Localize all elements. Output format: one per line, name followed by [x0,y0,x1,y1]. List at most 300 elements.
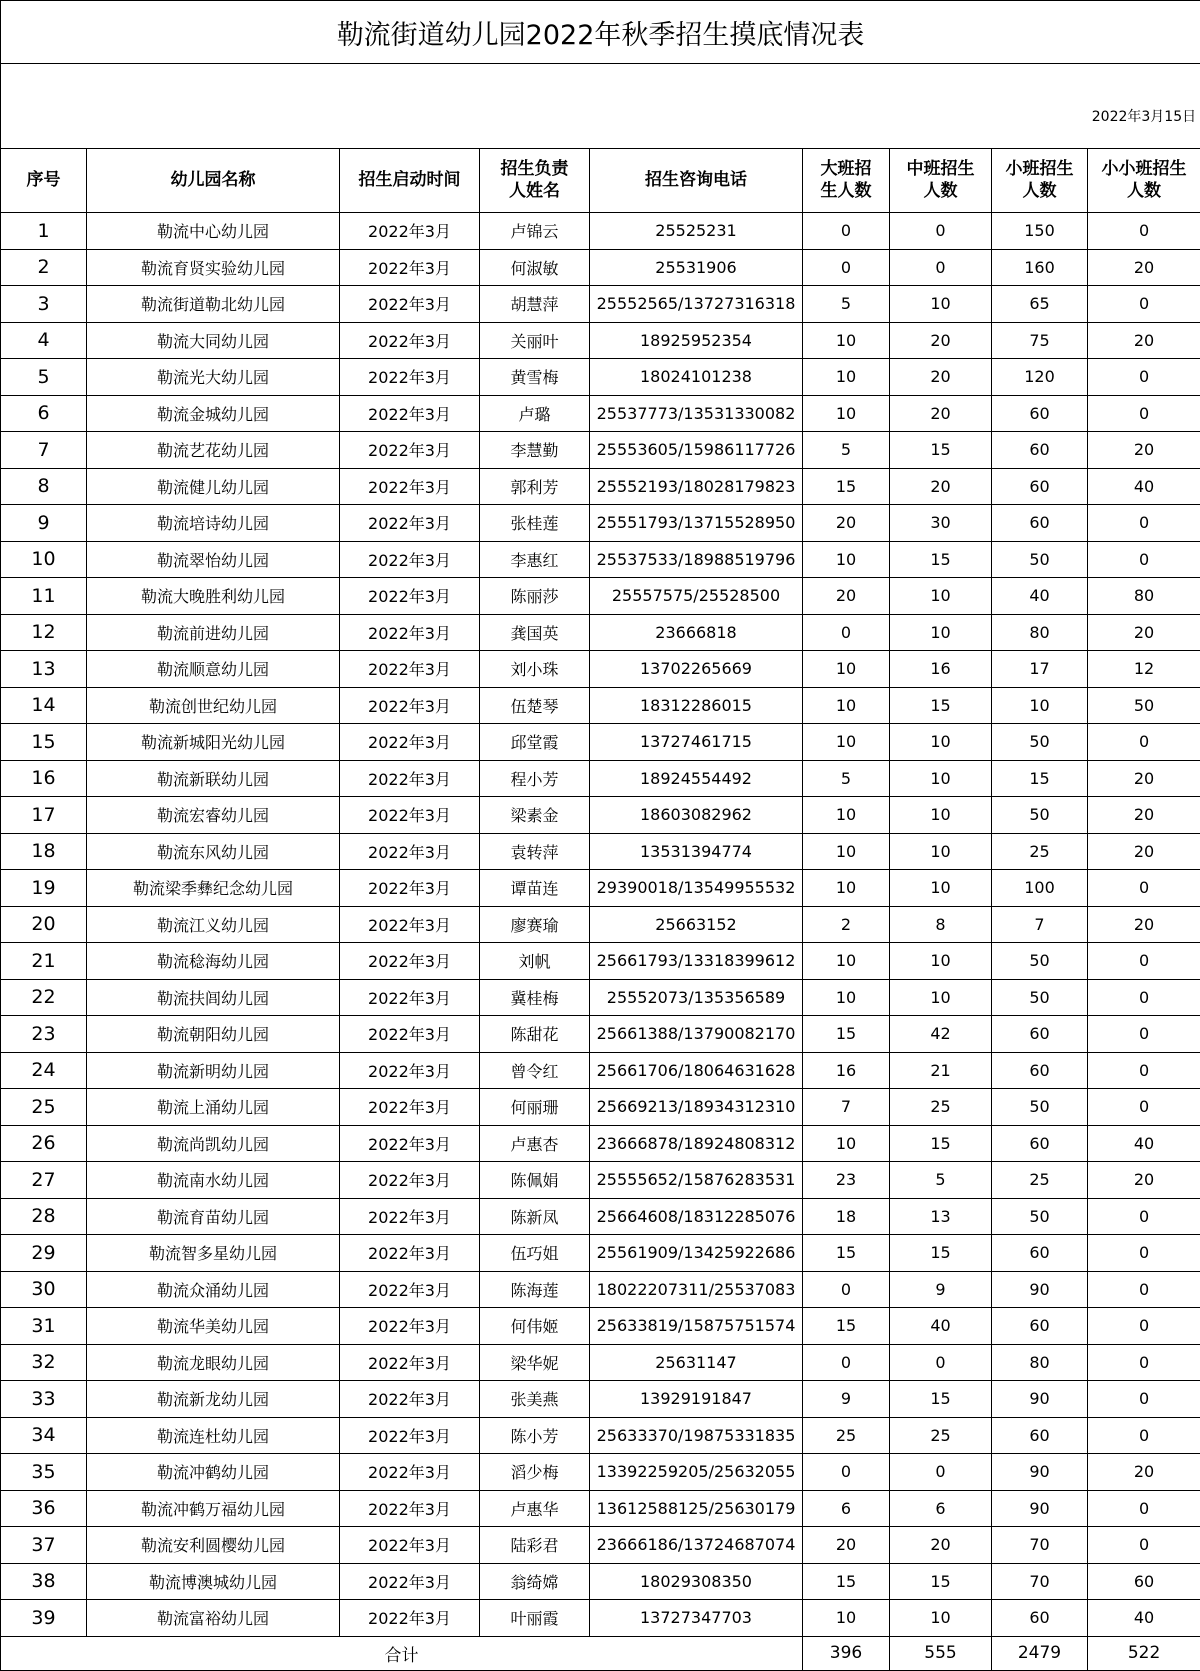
header-tiny-line1: 小小班招生 [1102,159,1187,179]
table-row [1,1454,1200,1491]
cell-phone [590,979,803,1016]
cell-kindergarten-name: 勒流智多星幼儿园 [87,1235,340,1272]
header-start-time: 招生启动时间 [340,149,480,213]
cell-index: 27 [1,1162,87,1199]
cell-index: 35 [1,1454,87,1491]
cell-contact-name: 卢惠华 [480,1490,590,1527]
cell-phone [590,1089,803,1126]
cell-small-class: 60 [992,1417,1088,1454]
cell-mid-class: 10 [890,286,992,323]
cell-index: 38 [1,1563,87,1600]
cell-tiny-class: 0 [1088,286,1200,323]
cell-mid-class: 15 [890,1563,992,1600]
cell-kindergarten-name: 勒流翠怡幼儿园 [87,541,340,578]
cell-phone [590,1527,803,1564]
cell-mid-class: 0 [890,249,992,286]
phone-text: 18312286015 [590,696,802,715]
cell-start-time: 2022年3月 [340,833,480,870]
cell-kindergarten-name: 勒流街道勒北幼儿园 [87,286,340,323]
cell-big-class: 0 [803,614,890,651]
cell-phone [590,432,803,469]
header-phone: 招生咨询电话 [590,149,803,213]
cell-start-time: 2022年3月 [340,213,480,250]
cell-tiny-class: 20 [1088,833,1200,870]
cell-small-class: 50 [992,541,1088,578]
table-row [1,979,1200,1016]
phone-text: 25661388/13790082170 [590,1024,802,1043]
cell-phone [590,286,803,323]
table-row [1,1089,1200,1126]
table-row [1,1162,1200,1199]
phone-text: 25552565/13727316318 [590,294,802,313]
cell-start-time: 2022年3月 [340,1344,480,1381]
table-row [1,578,1200,615]
cell-small-class: 70 [992,1527,1088,1564]
cell-kindergarten-name: 勒流新联幼儿园 [87,760,340,797]
cell-big-class: 15 [803,1563,890,1600]
table-row [1,1016,1200,1053]
cell-index: 13 [1,651,87,688]
cell-contact-name: 何淑敏 [480,249,590,286]
cell-start-time: 2022年3月 [340,797,480,834]
phone-text: 25633370/19875331835 [590,1426,802,1445]
cell-phone [590,797,803,834]
cell-mid-class: 10 [890,578,992,615]
cell-kindergarten-name: 勒流尚凯幼儿园 [87,1125,340,1162]
cell-contact-name: 陈新凤 [480,1198,590,1235]
cell-kindergarten-name: 勒流众涌幼儿园 [87,1271,340,1308]
cell-index: 15 [1,724,87,761]
phone-text: 18924554492 [590,769,802,788]
cell-tiny-class: 0 [1088,1089,1200,1126]
phone-text: 25537773/13531330082 [590,404,802,423]
cell-big-class: 10 [803,979,890,1016]
table-row [1,906,1200,943]
cell-start-time: 2022年3月 [340,1235,480,1272]
cell-big-class: 20 [803,1527,890,1564]
header-mid-class [890,149,992,213]
cell-mid-class: 25 [890,1417,992,1454]
cell-index: 14 [1,687,87,724]
header-small-line2: 人数 [1023,181,1057,201]
cell-start-time: 2022年3月 [340,1381,480,1418]
cell-start-time: 2022年3月 [340,614,480,651]
cell-kindergarten-name: 勒流富裕幼儿园 [87,1600,340,1637]
cell-contact-name: 冀桂梅 [480,979,590,1016]
cell-small-class: 15 [992,760,1088,797]
cell-contact-name: 张美燕 [480,1381,590,1418]
cell-index: 32 [1,1344,87,1381]
phone-text: 25531906 [590,258,802,277]
cell-phone [590,395,803,432]
cell-kindergarten-name: 勒流大同幼儿园 [87,322,340,359]
cell-start-time: 2022年3月 [340,870,480,907]
phone-text: 13612588125/25630179 [590,1499,802,1518]
cell-phone [590,468,803,505]
table-row [1,687,1200,724]
cell-big-class: 0 [803,1454,890,1491]
cell-start-time: 2022年3月 [340,1162,480,1199]
phone-text: 13727461715 [590,732,802,751]
cell-kindergarten-name: 勒流冲鹤万福幼儿园 [87,1490,340,1527]
cell-phone [590,322,803,359]
cell-index: 1 [1,213,87,250]
cell-mid-class: 5 [890,1162,992,1199]
cell-contact-name: 翁绮嫦 [480,1563,590,1600]
cell-contact-name: 程小芳 [480,760,590,797]
table-row [1,395,1200,432]
cell-kindergarten-name: 勒流前进幼儿园 [87,614,340,651]
cell-contact-name: 刘帆 [480,943,590,980]
cell-small-class: 50 [992,797,1088,834]
cell-start-time: 2022年3月 [340,1527,480,1564]
cell-small-class: 160 [992,249,1088,286]
cell-kindergarten-name: 勒流艺花幼儿园 [87,432,340,469]
header-tiny-class [1088,149,1200,213]
total-row [1,1636,1200,1670]
cell-kindergarten-name: 勒流扶闾幼儿园 [87,979,340,1016]
cell-small-class: 90 [992,1454,1088,1491]
cell-contact-name: 关丽叶 [480,322,590,359]
table-row [1,1381,1200,1418]
cell-mid-class: 40 [890,1308,992,1345]
cell-mid-class: 10 [890,870,992,907]
phone-text: 25661793/13318399612 [590,951,802,970]
phone-text: 25669213/18934312310 [590,1097,802,1116]
cell-contact-name: 胡慧萍 [480,286,590,323]
cell-start-time: 2022年3月 [340,1454,480,1491]
header-contact [480,149,590,213]
cell-kindergarten-name: 勒流华美幼儿园 [87,1308,340,1345]
table-row [1,797,1200,834]
cell-big-class: 10 [803,724,890,761]
cell-kindergarten-name: 勒流育苗幼儿园 [87,1198,340,1235]
cell-big-class: 2 [803,906,890,943]
cell-tiny-class: 0 [1088,359,1200,396]
cell-contact-name: 黄雪梅 [480,359,590,396]
cell-contact-name: 陈丽莎 [480,578,590,615]
cell-small-class: 50 [992,1198,1088,1235]
cell-contact-name: 伍巧姐 [480,1235,590,1272]
cell-index: 23 [1,1016,87,1053]
cell-small-class: 80 [992,1344,1088,1381]
cell-index: 34 [1,1417,87,1454]
phone-text: 13531394774 [590,842,802,861]
header-contact-line1: 招生负责 [501,159,569,179]
cell-big-class: 15 [803,1016,890,1053]
cell-contact-name: 曾令红 [480,1052,590,1089]
cell-kindergarten-name: 勒流冲鹤幼儿园 [87,1454,340,1491]
cell-contact-name: 刘小珠 [480,651,590,688]
cell-contact-name: 卢锦云 [480,213,590,250]
table-row [1,724,1200,761]
cell-tiny-class: 0 [1088,1198,1200,1235]
cell-phone [590,1016,803,1053]
phone-text: 25631147 [590,1353,802,1372]
cell-big-class: 15 [803,1308,890,1345]
total-label: 合计 [1,1636,803,1670]
phone-text: 18603082962 [590,805,802,824]
header-mid-line2: 人数 [924,181,958,201]
cell-index: 25 [1,1089,87,1126]
cell-big-class: 6 [803,1490,890,1527]
cell-mid-class: 10 [890,797,992,834]
cell-tiny-class: 0 [1088,1016,1200,1053]
date-row [1,64,1200,149]
cell-big-class: 7 [803,1089,890,1126]
cell-big-class: 10 [803,1600,890,1637]
cell-phone [590,1563,803,1600]
phone-text: 18022207311/25537083 [590,1280,802,1299]
table-row [1,249,1200,286]
cell-mid-class: 10 [890,1600,992,1637]
cell-mid-class: 0 [890,1344,992,1381]
phone-text: 29390018/13549955532 [590,878,802,897]
cell-start-time: 2022年3月 [340,322,480,359]
cell-start-time: 2022年3月 [340,760,480,797]
cell-kindergarten-name: 勒流东风幼儿园 [87,833,340,870]
cell-small-class: 50 [992,1089,1088,1126]
cell-phone [590,1271,803,1308]
cell-small-class: 17 [992,651,1088,688]
cell-phone [590,1490,803,1527]
phone-text: 13929191847 [590,1389,802,1408]
cell-kindergarten-name: 勒流龙眼幼儿园 [87,1344,340,1381]
cell-contact-name: 李慧勤 [480,432,590,469]
cell-tiny-class: 20 [1088,432,1200,469]
cell-kindergarten-name: 勒流大晚胜利幼儿园 [87,578,340,615]
cell-index: 30 [1,1271,87,1308]
table-row [1,541,1200,578]
cell-index: 26 [1,1125,87,1162]
cell-start-time: 2022年3月 [340,359,480,396]
phone-text: 18925952354 [590,331,802,350]
cell-big-class: 10 [803,797,890,834]
cell-mid-class: 10 [890,760,992,797]
cell-tiny-class: 0 [1088,1052,1200,1089]
cell-contact-name: 邱堂霞 [480,724,590,761]
cell-tiny-class: 0 [1088,943,1200,980]
phone-text: 25551793/13715528950 [590,513,802,532]
phone-text: 13702265669 [590,659,802,678]
cell-small-class: 90 [992,1271,1088,1308]
header-row [1,149,1200,213]
header-big-line2: 生人数 [821,181,872,201]
cell-mid-class: 10 [890,979,992,1016]
cell-tiny-class: 12 [1088,651,1200,688]
cell-tiny-class: 40 [1088,1125,1200,1162]
cell-tiny-class: 0 [1088,1235,1200,1272]
cell-tiny-class: 0 [1088,979,1200,1016]
cell-contact-name: 梁华妮 [480,1344,590,1381]
cell-start-time: 2022年3月 [340,1417,480,1454]
cell-index: 29 [1,1235,87,1272]
cell-kindergarten-name: 勒流育贤实验幼儿园 [87,249,340,286]
cell-tiny-class: 0 [1088,1271,1200,1308]
cell-mid-class: 15 [890,432,992,469]
cell-contact-name: 陈佩娟 [480,1162,590,1199]
cell-big-class: 10 [803,359,890,396]
cell-phone [590,870,803,907]
cell-kindergarten-name: 勒流新龙幼儿园 [87,1381,340,1418]
cell-phone [590,359,803,396]
cell-contact-name: 伍楚琴 [480,687,590,724]
cell-big-class: 10 [803,833,890,870]
cell-mid-class: 16 [890,651,992,688]
cell-big-class: 20 [803,578,890,615]
cell-kindergarten-name: 勒流培诗幼儿园 [87,505,340,542]
table-row [1,1308,1200,1345]
cell-phone [590,213,803,250]
cell-mid-class: 30 [890,505,992,542]
cell-small-class: 150 [992,213,1088,250]
cell-mid-class: 15 [890,1125,992,1162]
cell-tiny-class: 0 [1088,505,1200,542]
header-tiny-line2: 人数 [1127,181,1161,201]
cell-start-time: 2022年3月 [340,432,480,469]
cell-big-class: 10 [803,687,890,724]
cell-mid-class: 15 [890,1381,992,1418]
phone-text: 25555652/15876283531 [590,1170,802,1189]
cell-mid-class: 42 [890,1016,992,1053]
cell-phone [590,1162,803,1199]
phone-text: 13727347703 [590,1608,802,1627]
cell-small-class: 120 [992,359,1088,396]
cell-start-time: 2022年3月 [340,651,480,688]
cell-mid-class: 25 [890,1089,992,1126]
cell-start-time: 2022年3月 [340,1490,480,1527]
table-row [1,1052,1200,1089]
cell-small-class: 50 [992,943,1088,980]
header-small-class [992,149,1088,213]
cell-big-class: 23 [803,1162,890,1199]
cell-small-class: 10 [992,687,1088,724]
phone-text: 25663152 [590,915,802,934]
cell-start-time: 2022年3月 [340,1600,480,1637]
cell-phone [590,249,803,286]
cell-tiny-class: 0 [1088,1308,1200,1345]
cell-index: 6 [1,395,87,432]
cell-index: 33 [1,1381,87,1418]
cell-index: 17 [1,797,87,834]
total-tiny-class: 522 [1088,1636,1200,1670]
cell-kindergarten-name: 勒流南水幼儿园 [87,1162,340,1199]
cell-big-class: 0 [803,1271,890,1308]
cell-big-class: 15 [803,1235,890,1272]
cell-small-class: 90 [992,1490,1088,1527]
cell-phone [590,1454,803,1491]
header-index: 序号 [1,149,87,213]
cell-contact-name: 梁素金 [480,797,590,834]
phone-text: 18024101238 [590,367,802,386]
cell-start-time: 2022年3月 [340,395,480,432]
cell-contact-name: 谭苗连 [480,870,590,907]
cell-small-class: 50 [992,979,1088,1016]
cell-phone [590,505,803,542]
cell-kindergarten-name: 勒流梁季彝纪念幼儿园 [87,870,340,907]
cell-small-class: 80 [992,614,1088,651]
cell-kindergarten-name: 勒流上涌幼儿园 [87,1089,340,1126]
cell-small-class: 50 [992,724,1088,761]
cell-start-time: 2022年3月 [340,1016,480,1053]
cell-phone [590,687,803,724]
cell-small-class: 25 [992,1162,1088,1199]
cell-phone [590,1600,803,1637]
cell-big-class: 5 [803,432,890,469]
cell-mid-class: 10 [890,833,992,870]
phone-text: 23666186/13724687074 [590,1535,802,1554]
cell-tiny-class: 0 [1088,1344,1200,1381]
cell-mid-class: 10 [890,614,992,651]
cell-big-class: 10 [803,943,890,980]
cell-tiny-class: 20 [1088,797,1200,834]
cell-kindergarten-name: 勒流江义幼儿园 [87,906,340,943]
cell-phone [590,1344,803,1381]
cell-mid-class: 20 [890,1527,992,1564]
header-small-line1: 小班招生 [1006,159,1074,179]
cell-tiny-class: 20 [1088,249,1200,286]
table-row [1,1271,1200,1308]
cell-start-time: 2022年3月 [340,724,480,761]
header-name: 幼儿园名称 [87,149,340,213]
cell-big-class: 0 [803,1344,890,1381]
cell-big-class: 25 [803,1417,890,1454]
cell-big-class: 10 [803,322,890,359]
cell-start-time: 2022年3月 [340,979,480,1016]
cell-contact-name: 廖赛瑜 [480,906,590,943]
cell-mid-class: 15 [890,1235,992,1272]
cell-mid-class: 10 [890,943,992,980]
cell-kindergarten-name: 勒流安利圆樱幼儿园 [87,1527,340,1564]
cell-mid-class: 8 [890,906,992,943]
cell-tiny-class: 40 [1088,468,1200,505]
table-row [1,432,1200,469]
table-row [1,870,1200,907]
phone-text: 25561909/13425922686 [590,1243,802,1262]
cell-index: 8 [1,468,87,505]
phone-text: 25557575/25528500 [590,586,802,605]
cell-phone [590,1125,803,1162]
cell-contact-name: 陈小芳 [480,1417,590,1454]
table-row [1,1235,1200,1272]
cell-big-class: 10 [803,541,890,578]
cell-kindergarten-name: 勒流朝阳幼儿园 [87,1016,340,1053]
cell-kindergarten-name: 勒流创世纪幼儿园 [87,687,340,724]
total-big-class: 396 [803,1636,890,1670]
cell-phone [590,651,803,688]
total-small-class: 2479 [992,1636,1088,1670]
phone-text: 25553605/15986117726 [590,440,802,459]
cell-tiny-class: 0 [1088,1527,1200,1564]
cell-start-time: 2022年3月 [340,249,480,286]
cell-mid-class: 10 [890,724,992,761]
cell-phone [590,760,803,797]
table-row [1,943,1200,980]
cell-phone [590,833,803,870]
cell-index: 3 [1,286,87,323]
cell-small-class: 60 [992,432,1088,469]
cell-mid-class: 0 [890,213,992,250]
phone-text: 25664608/18312285076 [590,1207,802,1226]
cell-tiny-class: 20 [1088,614,1200,651]
phone-text: 25537533/18988519796 [590,550,802,569]
cell-phone [590,1381,803,1418]
cell-tiny-class: 40 [1088,1600,1200,1637]
cell-kindergarten-name: 勒流稔海幼儿园 [87,943,340,980]
cell-tiny-class: 0 [1088,1381,1200,1418]
cell-contact-name: 龚国英 [480,614,590,651]
cell-index: 36 [1,1490,87,1527]
